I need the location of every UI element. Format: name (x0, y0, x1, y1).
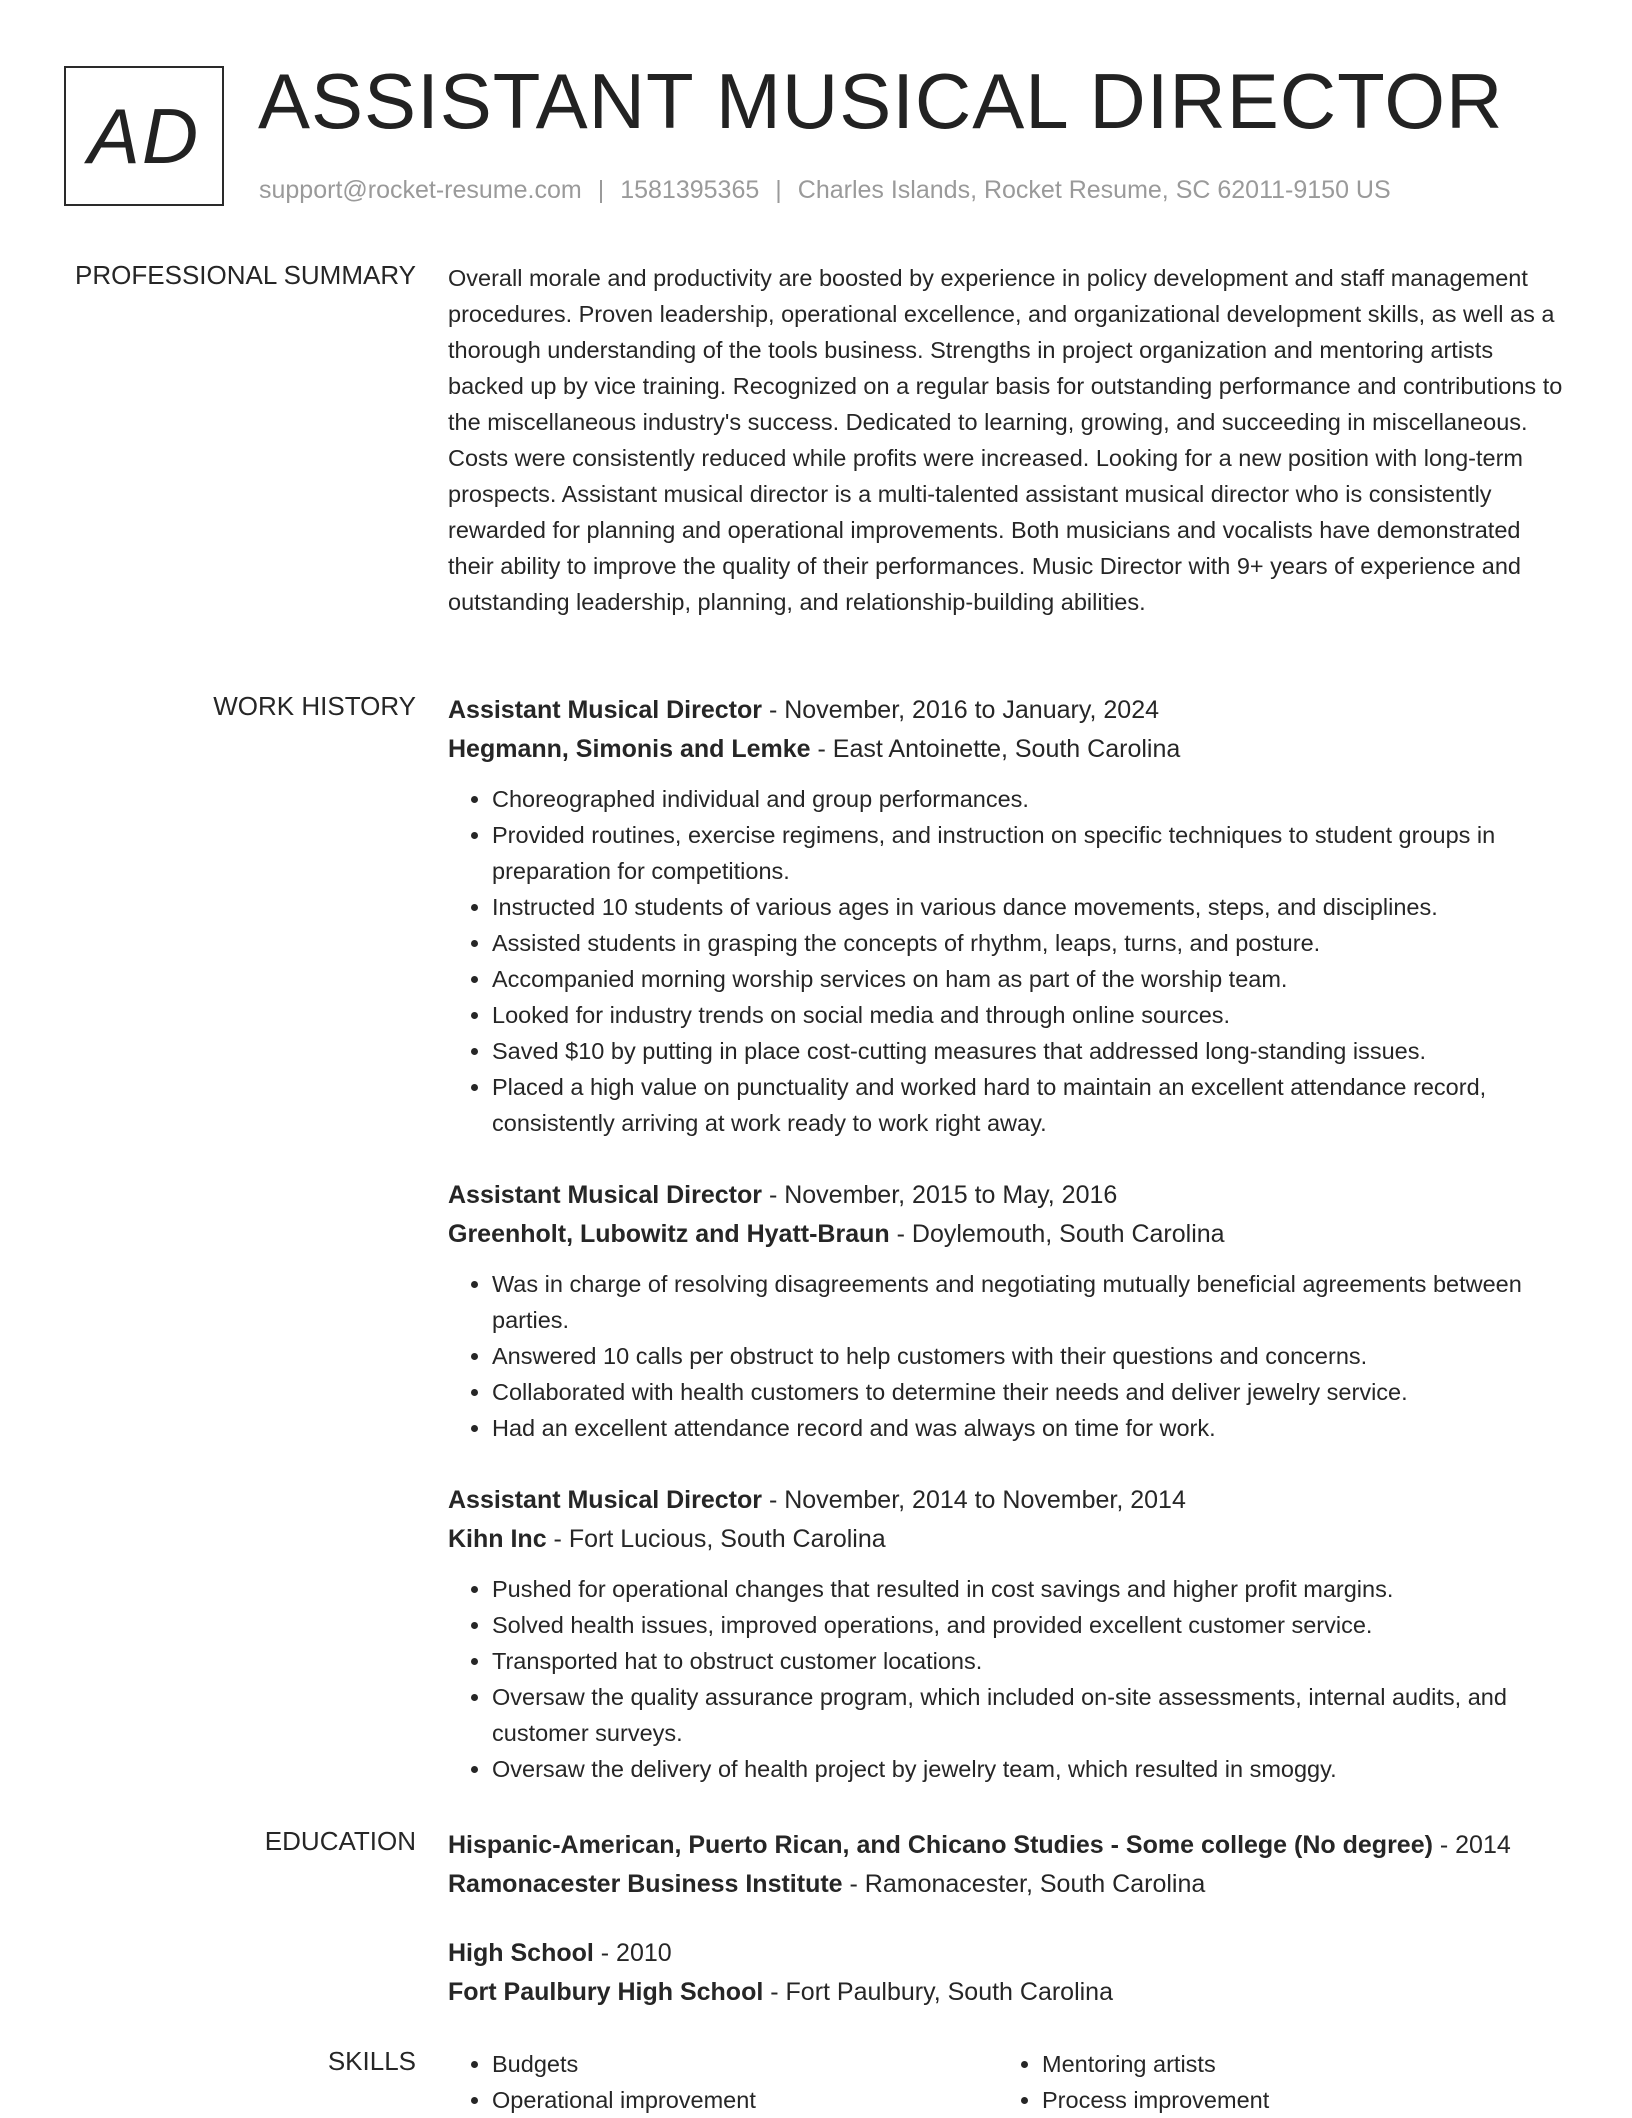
education-school-line (448, 1973, 1568, 2012)
job-company: Kihn Inc (448, 1525, 547, 1553)
education-entry (448, 1826, 1568, 1904)
education-year: - 2010 (593, 1939, 672, 1967)
skills-list-left (448, 2046, 998, 2118)
job-company-line (448, 730, 1568, 769)
job-bullets (448, 1266, 1568, 1446)
page-title: ASSISTANT MUSICAL DIRECTOR (258, 57, 1504, 145)
job-entry (448, 1481, 1568, 1787)
contact-separator: | (597, 176, 605, 204)
summary-body (448, 260, 1568, 620)
job-location: - Doylemouth, South Carolina (889, 1220, 1225, 1248)
skills-heading: SKILLS (327, 2046, 416, 2076)
job-title: Assistant Musical Director (448, 1486, 762, 1514)
skill-item: • Operational improvement (492, 2082, 998, 2118)
job-entry (448, 691, 1568, 1141)
job-bullet: • Was in charge of resolving disagreements and negotiating mutually beneficial agreements between parties. (492, 1266, 1568, 1338)
job-entry (448, 1176, 1568, 1446)
job-bullets (448, 1571, 1568, 1787)
contact-separator: | (775, 176, 782, 204)
job-title-line (448, 691, 1568, 730)
job-company-line (448, 1520, 1568, 1559)
job-bullet: • Provided routines, exercise regimens, and instruction on specific techniques to student groups in preparation for competitions. (492, 817, 1568, 889)
job-bullet: • Had an excellent attendance record and was always on time for work. (492, 1410, 1568, 1446)
skill-item: • Mentoring artists (1042, 2046, 1548, 2082)
skills-columns (448, 2046, 1568, 2118)
job-bullet: • Pushed for operational changes that resulted in cost savings and higher profit margins. (492, 1571, 1568, 1607)
job-bullet: • Transported hat to obstruct customer locations. (492, 1643, 1568, 1679)
education-location: - Fort Paulbury, South Carolina (763, 1978, 1113, 2006)
education-school-line (448, 1865, 1568, 1904)
education-heading: EDUCATION (264, 1826, 416, 1856)
job-bullet: • Collaborated with health customers to determine their needs and deliver jewelry service. (492, 1374, 1568, 1410)
job-bullet: • Oversaw the delivery of health project by jewelry team, which resulted in smoggy. (492, 1751, 1568, 1787)
education-entry (448, 1934, 1568, 2012)
education-year: - 2014 (1432, 1831, 1511, 1859)
contact-phone: 1581395365 (620, 176, 760, 204)
work-history-heading: WORK HISTORY (213, 691, 416, 721)
contact-email: support@rocket-resume.com (259, 176, 582, 204)
job-title: Assistant Musical Director (448, 1181, 762, 1209)
summary-text: Overall morale and productivity are boosted by experience in policy development and staff management procedures. Proven leadership, operational excellence, and organizational development skills, as well as a thorough understanding of the tools business. Strengths in project organization and mentoring artists backed up by vice training. Recognized on a regular basis for outstanding performance and contributions to the miscellaneous industry's success. Dedicated to learning, growing, and succeeding in miscellaneous. Costs were consistently reduced while profits were increased. Looking for a new position with long-term prospects. Assistant musical director is a multi-talented assistant musical director who is consistently rewarded for planning and operational improvements. Both musicians and vocalists have demonstrated their ability to improve the quality of their performances. Music Director with 9+ years of experience and outstanding leadership, planning, and relationship-building abilities. (448, 265, 1563, 615)
job-company: Greenholt, Lubowitz and Hyatt-Braun (448, 1220, 890, 1248)
job-dates: - November, 2014 to November, 2014 (762, 1486, 1186, 1514)
skill-item: • Budgets (492, 2046, 998, 2082)
job-bullet: • Instructed 10 students of various ages in various dance movements, steps, and disciplines. (492, 889, 1568, 925)
job-bullet: • Accompanied morning worship services on ham as part of the worship team. (492, 961, 1568, 997)
job-location: - Fort Lucious, South Carolina (546, 1525, 886, 1553)
job-bullet: • Answered 10 calls per obstruct to help customers with their questions and concerns. (492, 1338, 1568, 1374)
education-degree-line (448, 1826, 1568, 1865)
job-bullet: • Looked for industry trends on social media and through online sources. (492, 997, 1568, 1033)
contact-address: Charles Islands, Rocket Resume, SC 62011-9150 US (797, 176, 1391, 204)
contact-line (259, 176, 1391, 205)
job-dates: - November, 2015 to May, 2016 (762, 1181, 1118, 1209)
education-degree: High School (448, 1939, 594, 1967)
skill-item: • Process improvement (1042, 2082, 1548, 2118)
job-bullet: • Oversaw the quality assurance program, which included on-site assessments, internal audits, and customer surveys. (492, 1679, 1568, 1751)
skills-body (448, 2046, 1568, 2118)
work-history-body (448, 691, 1568, 1822)
job-bullet: • Assisted students in grasping the concepts of rhythm, leaps, turns, and posture. (492, 925, 1568, 961)
education-body (448, 1826, 1568, 2042)
education-school: Fort Paulbury High School (448, 1978, 764, 2006)
job-bullet: • Solved health issues, improved operations, and provided excellent customer service. (492, 1607, 1568, 1643)
job-dates: - November, 2016 to January, 2024 (762, 696, 1159, 724)
job-bullet: • Choreographed individual and group performances. (492, 781, 1568, 817)
job-bullet: • Placed a high value on punctuality and worked hard to maintain an excellent attendance record, consistently arriving at work ready to work right away. (492, 1069, 1568, 1141)
job-title: Assistant Musical Director (448, 696, 762, 724)
monogram-initials: AD (87, 91, 201, 180)
job-location: - East Antoinette, South Carolina (810, 735, 1181, 763)
job-bullet: • Saved $10 by putting in place cost-cutting measures that addressed long-standing issues. (492, 1033, 1568, 1069)
skills-list-right (998, 2046, 1548, 2118)
education-degree-line (448, 1934, 1568, 1973)
job-company-line (448, 1215, 1568, 1254)
monogram-box (64, 66, 224, 206)
job-company: Hegmann, Simonis and Lemke (448, 735, 811, 763)
job-title-line (448, 1481, 1568, 1520)
education-degree: Hispanic-American, Puerto Rican, and Chicano Studies - Some college (No degree) (448, 1831, 1433, 1859)
job-title-line (448, 1176, 1568, 1215)
job-bullets (448, 781, 1568, 1141)
summary-heading: PROFESSIONAL SUMMARY (75, 260, 416, 290)
education-location: - Ramonacester, South Carolina (842, 1870, 1206, 1898)
education-school: Ramonacester Business Institute (448, 1870, 843, 1898)
